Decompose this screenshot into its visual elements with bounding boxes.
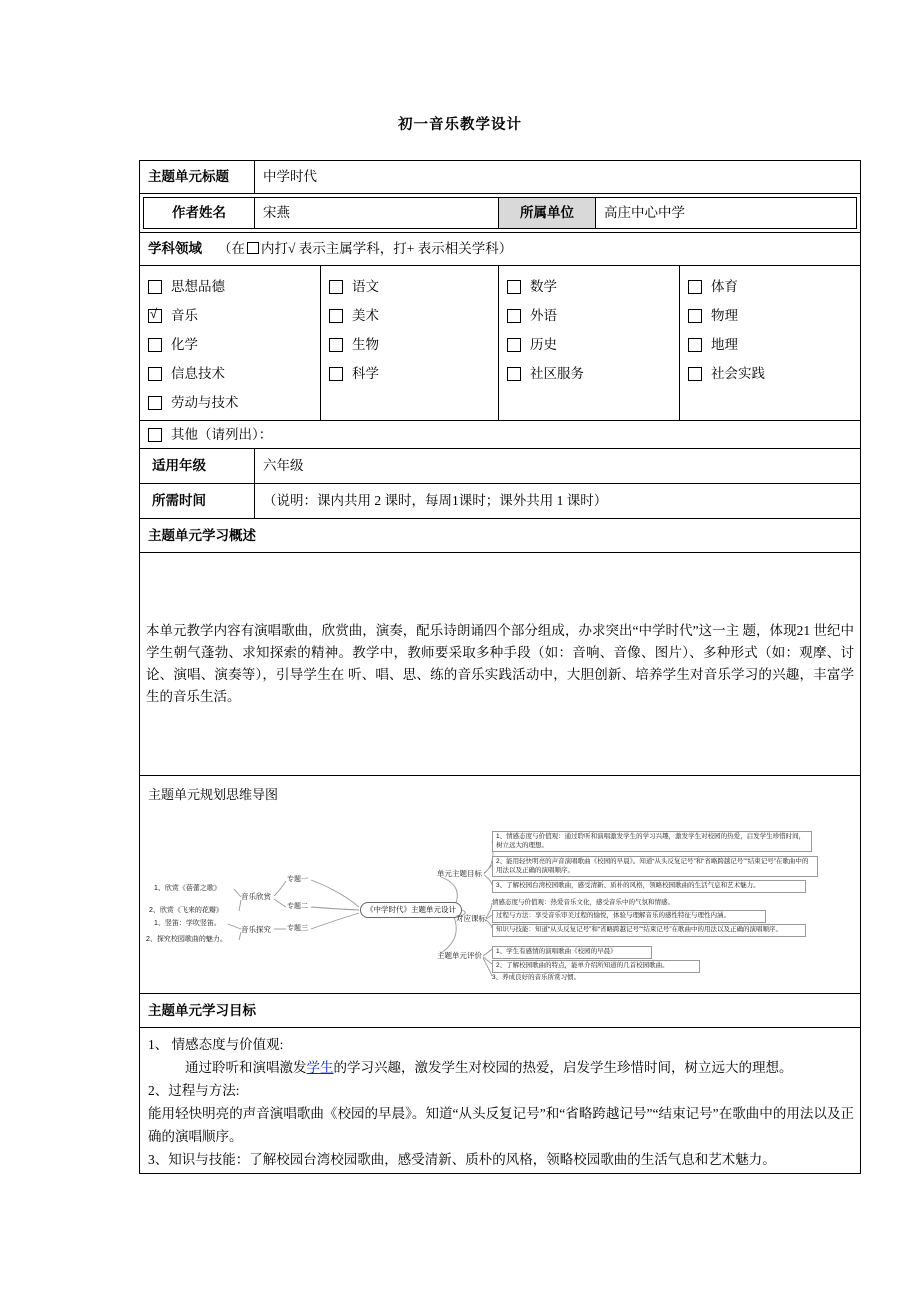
mindmap-goal-2: 2、能用轻快明亮的声音演唱歌曲《校园的早晨》。知道“从头反复记号”和“省略跨越记号”“结束记号”在歌曲中的用法以及正确的演唱顺序。 xyxy=(492,856,818,877)
mindmap-node-appreciation-2: 2、欣赏《飞来的花瓣》 xyxy=(149,907,223,914)
subject-option[interactable]: 历史 xyxy=(507,330,679,359)
subject-option[interactable]: 地理 xyxy=(688,330,860,359)
mindmap-goal-1: 1、情感态度与价值观：通过聆听和演唱激发学生的学习兴趣，激发学生对校园的热爱，启发学生珍惜时间，树立远大的理想。 xyxy=(492,831,812,852)
mindmap-branch-evaluation: 主题单元评价 xyxy=(437,951,482,960)
subject-option[interactable]: 劳动与技术 xyxy=(148,388,320,417)
mindmap-topic-1: 专题一 xyxy=(287,876,308,883)
goal-2-text: 能用轻快明亮的声音演唱歌曲《校园的早晨》。知道“从头反复记号”和“省略跨越记号”“结束记号”在歌曲中的用法以及正确的演唱顺序。 xyxy=(148,1106,854,1144)
subject-option[interactable]: 语文 xyxy=(329,272,498,301)
subject-option[interactable]: 信息技术 xyxy=(148,359,320,388)
checkbox-icon[interactable] xyxy=(688,367,702,381)
goals-header-row xyxy=(140,994,860,1028)
org-value: 高庄中心中学 xyxy=(604,205,685,221)
org-label: 所属单位 xyxy=(499,198,596,228)
checkbox-icon[interactable] xyxy=(507,367,521,381)
mindmap-standard-3: 知识与技能：知道“从头反复记号”和“省略跨越记号”“结束记号”在歌曲中的用法以及正确的演唱顺序。 xyxy=(492,924,806,937)
goals-body-row xyxy=(140,1028,860,1173)
other-subject-label: 其他（请列出）： xyxy=(171,426,273,442)
checkbox-icon[interactable] xyxy=(329,309,343,323)
checkbox-icon[interactable] xyxy=(148,396,162,410)
checkbox-icon[interactable] xyxy=(329,367,343,381)
mindmap-goal-3: 3、了解校园台湾校园歌曲，感受清新、质朴的风格，领略校园歌曲的生活气息和艺术魅力。 xyxy=(492,880,806,893)
subject-option[interactable]: 社区服务 xyxy=(507,359,679,388)
unit-title-label: 主题单元标题 xyxy=(140,161,255,193)
subject-option[interactable]: 科学 xyxy=(329,359,498,388)
checkbox-icon xyxy=(247,242,259,254)
subject-option[interactable]: 外语 xyxy=(507,301,679,330)
mindmap-branch-music-exploration: 音乐探究 xyxy=(241,925,271,934)
checkbox-icon[interactable] xyxy=(148,428,162,442)
subject-column-1 xyxy=(140,266,321,420)
checkbox-icon[interactable] xyxy=(148,338,162,352)
mindmap-node-explore-2: 2、探究校园歌曲的魅力。 xyxy=(146,936,227,943)
time-row xyxy=(140,484,860,519)
subject-column-4 xyxy=(680,266,860,420)
overview-header: 主题单元学习概述 xyxy=(148,527,256,543)
subject-grid-row xyxy=(140,266,860,421)
overview-header-row xyxy=(140,519,860,553)
mindmap-eval-1: 1、学生有感情的演唱歌曲《校园的早晨》 xyxy=(492,946,652,959)
mindmap-branch-music-appreciation: 音乐欣赏 xyxy=(241,892,271,901)
subject-option[interactable]: 数学 xyxy=(507,272,679,301)
mindmap-eval-3: 3、养成良好的音乐所赏习惯。 xyxy=(492,974,581,981)
student-link[interactable]: 学生 xyxy=(306,1060,334,1075)
checkbox-checked-icon[interactable]: √ xyxy=(148,309,162,323)
main-table xyxy=(139,160,861,1174)
grade-row xyxy=(140,449,860,484)
checkbox-icon[interactable] xyxy=(148,280,162,294)
subject-area-row xyxy=(140,233,860,266)
mindmap-eval-2: 2、了解校园歌曲的特点，能单介绍所知道的几首校园歌曲。 xyxy=(492,960,700,973)
mindmap-row xyxy=(140,776,860,994)
mindmap-branch-standards: 对应课标 xyxy=(456,914,486,923)
checkbox-icon[interactable] xyxy=(688,338,702,352)
author-value: 宋燕 xyxy=(255,198,499,228)
unit-title-row xyxy=(140,161,860,194)
checkbox-icon[interactable] xyxy=(329,280,343,294)
grade-value: 六年级 xyxy=(263,458,304,474)
goal-1-text: 通过聆听和演唱激发学生的学习兴趣，激发学生对校园的热爱，启发学生珍惜时间，树立远大的理想。 xyxy=(185,1060,793,1075)
unit-title-value: 中学时代 xyxy=(263,169,317,185)
checkbox-icon[interactable] xyxy=(507,280,521,294)
subject-column-2 xyxy=(321,266,499,420)
subject-option[interactable]: 美术 xyxy=(329,301,498,330)
subject-option[interactable]: 物理 xyxy=(688,301,860,330)
author-row xyxy=(140,194,860,233)
checkbox-icon[interactable] xyxy=(688,280,702,294)
author-label: 作者姓名 xyxy=(144,198,255,228)
subject-option-checked[interactable]: √ 音乐 xyxy=(150,305,198,323)
checkbox-icon[interactable] xyxy=(507,309,521,323)
subject-option[interactable]: 生物 xyxy=(329,330,498,359)
mindmap-topic-2: 专题二 xyxy=(287,903,308,910)
subject-area-label: 学科领域 xyxy=(148,241,202,257)
page-title: 初一音乐教学设计 xyxy=(398,117,522,133)
checkbox-icon[interactable] xyxy=(688,309,702,323)
mindmap-node-appreciation-1: 1、欣赏《蓓蕾之歌》 xyxy=(154,885,221,892)
goals-header: 主题单元学习目标 xyxy=(148,1002,256,1018)
mindmap-standard-1: 情感态度与价值观：热爱音乐文化，感受音乐中的气氛和情感。 xyxy=(492,899,674,906)
mindmap xyxy=(140,819,858,991)
grade-label: 适用年级 xyxy=(140,449,255,483)
checkbox-icon[interactable] xyxy=(148,367,162,381)
subject-column-3 xyxy=(499,266,680,420)
time-value: （说明：课内共用 2 课时，每周1课时；课外共用 1 课时） xyxy=(263,493,608,509)
mindmap-standard-2: 过程与方法：享受音乐审美过程的愉悦，体验与理解音乐的感性特征与理性内涵。 xyxy=(492,910,766,923)
subject-option[interactable]: 思想品德 xyxy=(148,272,320,301)
mindmap-title: 主题单元规划思维导图 xyxy=(148,787,279,802)
mindmap-center-node: 《中学时代》主题单元设计 xyxy=(360,902,462,918)
goal-3-text: 3、知识与技能：了解校园台湾校园歌曲，感受清新、质朴的风格，领略校园歌曲的生活气息和艺术魅力。 xyxy=(148,1152,776,1167)
checkbox-icon[interactable] xyxy=(507,338,521,352)
mindmap-branch-unit-goals: 单元主题目标 xyxy=(437,869,482,878)
goal-2-label: 2、过程与方法: xyxy=(148,1083,240,1098)
subject-option[interactable]: 社会实践 xyxy=(688,359,860,388)
subject-option[interactable]: 化学 xyxy=(148,330,320,359)
mindmap-topic-3: 专题三 xyxy=(287,925,308,932)
other-subject-row xyxy=(140,421,860,449)
checkbox-icon[interactable] xyxy=(329,338,343,352)
subject-option[interactable]: 体育 xyxy=(688,272,860,301)
subject-area-note: （在 内打√ 表示主属学科，打+ 表示相关学科） xyxy=(218,241,513,257)
overview-paragraph: 本单元教学内容有演唱歌曲，欣赏曲，演奏，配乐诗朗诵四个部分组成，办求突出“中学时代”这一主 题，体现21 世纪中学生朝气蓬勃、求知探索的精神。教学中，教师要采取多种手段（如：音响、音像、图片）、多种形式（如：观摩、讨论、演唱、演奏等），引导学生在 听、唱、思、练的音乐实践活动中，大胆创新、培养学生对音乐学习的兴趣，丰富学生的音乐生活。 xyxy=(146,623,854,704)
goal-1-label: 1、 情感态度与价值观: xyxy=(148,1037,284,1052)
overview-body-row xyxy=(140,553,860,776)
author-inner-table xyxy=(143,197,857,229)
mindmap-node-explore-1: 1、竖笛：学吹竖笛。 xyxy=(154,920,221,927)
time-label: 所需时间 xyxy=(140,484,255,518)
